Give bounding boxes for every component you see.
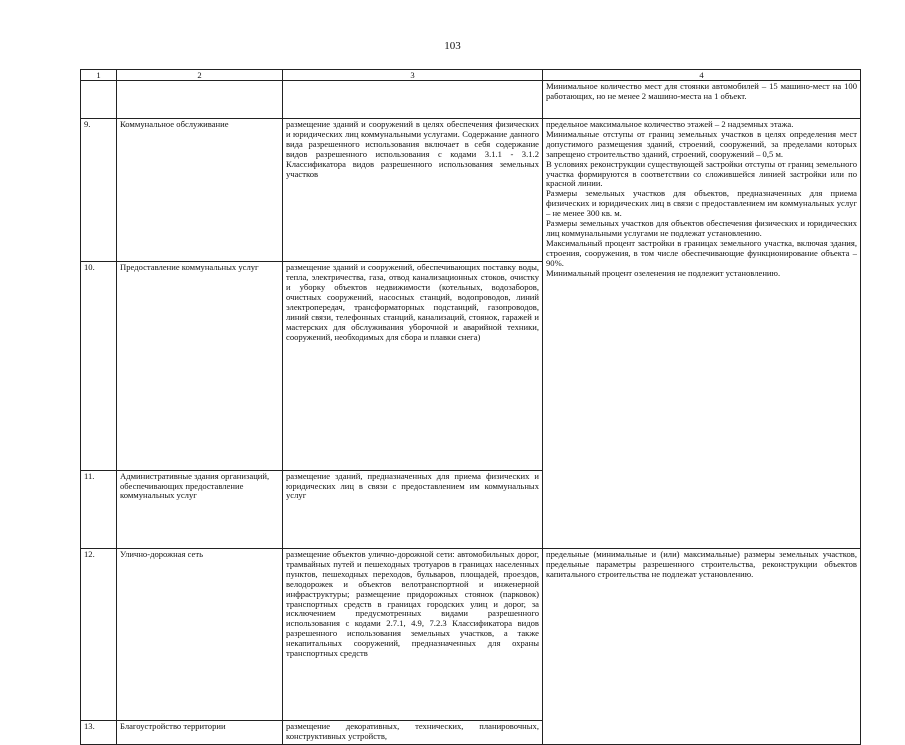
table-header-row [81, 70, 861, 81]
parameter-line: Размеры земельных участков для объектов, предназначенных для приема физических и юридических лиц в связи с предоставлением им коммунальных услуг – не менее 300 кв. м. [546, 188, 857, 219]
parameter-line: Максимальный процент застройки в границах земельного участка, включая здания, строения, сооружения, в том числе обеспечивающие функционирование объекта – 90%. [546, 237, 857, 268]
table-row-continuation [81, 81, 861, 119]
page-number: 103 [444, 40, 461, 52]
use-description-cell: размещение декоративных, технических, планировочных, конструктивных устройств, [283, 721, 543, 745]
parameter-line: Размеры земельных участков для объектов обеспечения физических и юридических лиц коммунальными услугами не подлежат установлению. [546, 218, 857, 238]
row-number-cell: 12. [81, 549, 117, 721]
table-row [81, 119, 861, 262]
use-name-cell: Предоставление коммунальных услуг [117, 262, 283, 470]
header-cell-2: 2 [117, 70, 283, 81]
use-description-cell: размещение объектов улично-дорожной сети: автомобильных дорог, трамвайных путей и пешеходных тротуаров в границах населенных пунктов, пешеходных переходов, бульваров, площадей, проездов, велодорожек и объектов велотранспортной и инженерной инфраструктуры; размещение придорожных стоянок (парковок) транспортных средств в границах городских улиц и дорог, за исключением предусмотренных видами разрешенного использования с кодами 2.7.1, 4.9, 7.2.3 Классификатора видов разрешенного использования земельных участков, а также некапитальных сооружений, предназначенных для охраны транспортных средств [283, 549, 543, 721]
parameter-line: Минимальные отступы от границ земельных участков в целях определения мест допустимого размещения зданий, строений, сооружений, за пределами которых запрещено строительство зданий, строений, сооружений – 0,5 м. [546, 128, 857, 159]
use-name-cell: Благоустройство территории [117, 721, 283, 745]
row-number-cell: 13. [81, 721, 117, 745]
parameter-line: Минимальный процент озеленения не подлежит установлению. [546, 267, 781, 278]
row-number-cell: 11. [81, 470, 117, 548]
use-description-cell: размещение зданий и сооружений, обеспечивающих поставку воды, тепла, электричества, газа, отвод канализационных стоков, очистку и уборку объектов недвижимости (котельных, водозаборов, очистных сооружений, насосных станций, водопроводов, линий электропередач, трансформаторных подстанций, газопроводов, линий связи, телефонных станций, канализаций, стоянок, гаражей и мастерских для обслуживания уборочной и аварийной техники, сооружений, необходимых для сбора и плавки снега) [283, 262, 543, 470]
use-name-cell: Улично-дорожная сеть [117, 549, 283, 721]
row-number-cell [81, 81, 117, 119]
use-description-cell: размещение зданий, предназначенных для приема физических и юридических лиц в связи с предоставлением им коммунальных услуг [283, 470, 543, 548]
parameters-cell-rows-12-13: предельные (минимальные и (или) максимальные) размеры земельных участков, предельные параметры разрешенного строительства, реконструкции объектов капитального строительства не подлежат установлению. [543, 549, 861, 745]
use-description-cell: размещение зданий и сооружений в целях обеспечения физических и юридических лиц коммунальными услугами. Содержание данного вида разрешенного использования включает в себя содержание видов разрешенного использования с кодами 3.1.1 - 3.1.2 Классификатора видов разрешенного использования земельных участков [283, 119, 543, 262]
parameters-cell: Минимальное количество мест для стоянки автомобилей – 15 машино-мест на 100 работающих, но не менее 2 машино-места на 1 объект. [543, 81, 861, 119]
land-use-table [80, 69, 861, 745]
parameters-cell-rows-9-11 [543, 119, 861, 549]
parameter-line: предельное максимальное количество этажей – 2 надземных этажа. [546, 120, 794, 129]
table-row [81, 549, 861, 721]
parameter-line: В условиях реконструкции существующей застройки отступы от границ земельного участка формируются в соответствии со сложившейся линией застройки или по красной линии. [546, 158, 857, 189]
use-description-cell [283, 81, 543, 119]
header-cell-1: 1 [81, 70, 117, 81]
use-name-cell: Административные здания организаций, обеспечивающих предоставление коммунальных услуг [117, 470, 283, 548]
row-number-cell: 10. [81, 262, 117, 470]
use-name-cell [117, 81, 283, 119]
header-cell-3: 3 [283, 70, 543, 81]
header-cell-4: 4 [543, 70, 861, 81]
row-number-cell: 9. [81, 119, 117, 262]
use-name-cell: Коммунальное обслуживание [117, 119, 283, 262]
